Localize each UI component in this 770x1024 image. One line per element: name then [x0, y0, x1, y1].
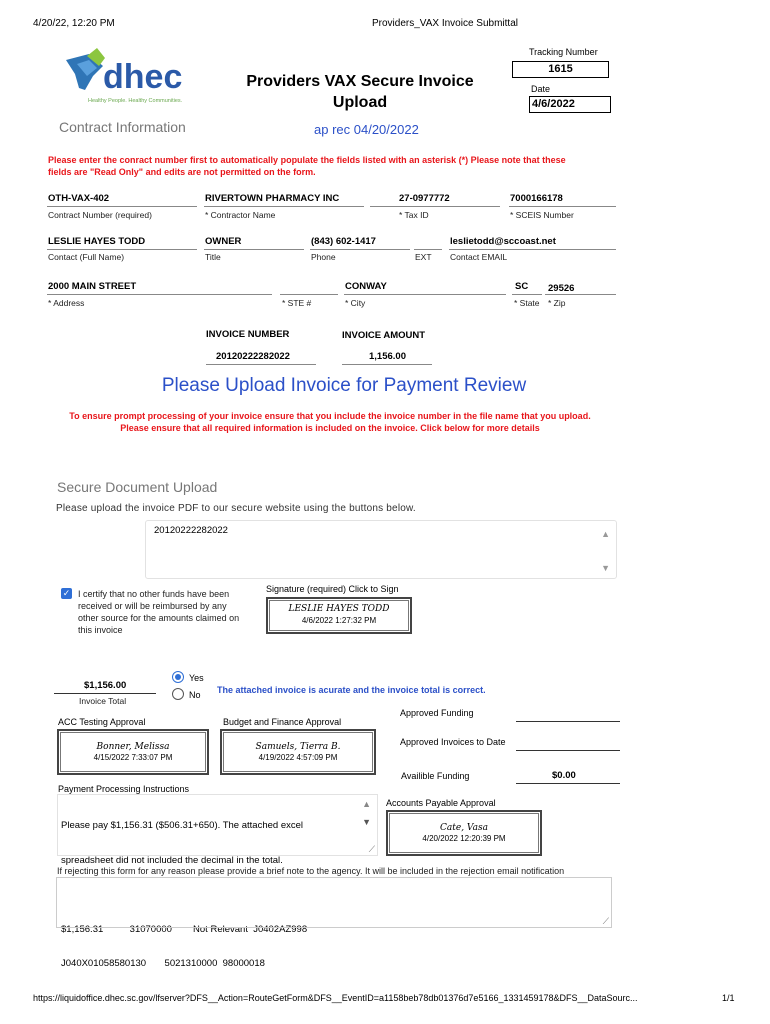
- section-contract-information: Contract Information: [59, 119, 186, 135]
- signature-date: 4/6/2022 1:27:32 PM: [301, 616, 377, 625]
- form-title: Providers VAX Secure Invoice Upload: [246, 73, 474, 111]
- city-label: * City: [345, 298, 366, 308]
- tax-id-label: * Tax ID: [399, 210, 429, 220]
- tracking-number-field[interactable]: 1615: [512, 61, 609, 78]
- ap-approver-name: Cate, Vasa: [440, 823, 488, 833]
- contractor-name-label: * Contractor Name: [205, 210, 276, 220]
- signature-name: LESLIE HAYES TODD: [288, 604, 390, 614]
- autopopulate-notice: Please enter the conract number first to automatically populate the fields listed with an asterisk (*) Please note that these fields are "Read Only" and edits are not permitted on the form.: [48, 155, 566, 177]
- state-label: * State: [514, 298, 540, 308]
- zip-label: * Zip: [548, 298, 566, 308]
- certify-checkbox[interactable]: ✓: [62, 588, 71, 598]
- sceis-number-value: 7000166178: [510, 193, 563, 204]
- acc-approval-date: 4/15/2022 7:33:07 PM: [93, 753, 173, 762]
- certify-text: I certify that no other funds have been received or will be reimbursed by any other source for the amounts claimed on this invoice: [78, 589, 240, 635]
- address-value: 2000 MAIN STREET: [48, 281, 137, 292]
- acc-approval-label: ACC Testing Approval: [58, 717, 146, 727]
- svg-text:dhec: dhec: [103, 58, 183, 96]
- logo-tagline: Healthy People. Healthy Communities.: [88, 98, 183, 104]
- address-label: * Address: [48, 298, 85, 308]
- sceis-number-label: * SCEIS Number: [510, 210, 574, 220]
- textarea-scroll-up-icon[interactable]: ▲: [362, 799, 371, 809]
- signature-label: Signature (required) Click to Sign: [266, 584, 399, 594]
- rejection-label: If rejecting this form for any reason please provide a brief note to the agency. It will be included in the rejection email notification: [57, 866, 565, 876]
- tracking-label: Tracking Number: [529, 47, 598, 57]
- available-funding-value: $0.00: [552, 770, 576, 781]
- ap-rec-note: ap rec 04/20/2022: [314, 122, 419, 137]
- budget-approval-box[interactable]: [220, 729, 376, 775]
- dhec-logo: [63, 46, 198, 106]
- phone-value[interactable]: (843) 602-1417: [311, 236, 376, 247]
- tax-id-value: 27-0977772: [399, 193, 450, 204]
- payment-instructions-label: Payment Processing Instructions: [58, 784, 190, 794]
- date-field[interactable]: 4/6/2022: [529, 96, 611, 113]
- rejection-textarea[interactable]: [56, 877, 612, 928]
- invoice-amount-value[interactable]: 1,156.00: [369, 351, 406, 362]
- approved-funding-label: Approved Funding: [400, 708, 474, 718]
- city-value: CONWAY: [345, 281, 387, 292]
- invoice-number-value[interactable]: 20120222282022: [216, 351, 290, 362]
- ap-approval-date: 4/20/2022 12:20:39 PM: [422, 834, 506, 843]
- state-value: SC: [515, 281, 529, 292]
- print-url: https://liquidoffice.dhec.sc.gov/lfserver?DFS__Action=RouteGetForm&DFS__EventID=a1158beb78db01376d7e5166_1331459178&DFS__DataSourc...: [33, 993, 638, 1003]
- resize-handle-icon[interactable]: ⟋: [368, 844, 375, 854]
- date-label: Date: [531, 84, 551, 94]
- no-radio[interactable]: [172, 688, 184, 700]
- contact-name-value[interactable]: LESLIE HAYES TODD: [48, 236, 146, 247]
- phone-label: Phone: [311, 252, 336, 262]
- yes-radio[interactable]: [172, 671, 184, 683]
- acc-approval-box[interactable]: [57, 729, 209, 775]
- accuracy-statement: The attached invoice is acurate and the invoice total is correct.: [217, 685, 486, 695]
- contract-number-value[interactable]: OTH-VAX-402: [48, 193, 110, 204]
- contractor-name-value: RIVERTOWN PHARMACY INC: [205, 193, 340, 204]
- zip-value: 29526: [548, 283, 575, 294]
- budget-approval-label: Budget and Finance Approval: [223, 717, 342, 727]
- email-value[interactable]: leslietodd@sccoast.net: [450, 236, 556, 247]
- ste-label: * STE #: [282, 298, 312, 308]
- contact-name-label: Contact (Full Name): [48, 252, 125, 262]
- provider-signature-box[interactable]: [266, 597, 412, 634]
- upload-instructions: Please upload the invoice PDF to our secure website using the buttons below.: [56, 503, 416, 514]
- budget-approval-date: 4/19/2022 4:57:09 PM: [258, 753, 338, 762]
- upload-file-name: 20120222282022: [154, 525, 228, 536]
- upload-heading: Please Upload Invoice for Payment Review: [161, 375, 527, 396]
- section-secure-upload: Secure Document Upload: [57, 479, 218, 495]
- ap-approval-box[interactable]: [386, 810, 542, 856]
- title-label: Title: [205, 252, 221, 262]
- print-timestamp: 4/20/22, 12:20 PM: [33, 18, 115, 29]
- no-label: No: [189, 690, 201, 700]
- invoice-number-label: INVOICE NUMBER: [206, 329, 290, 340]
- rejection-resize-handle-icon[interactable]: ⟋: [602, 916, 609, 926]
- invoice-total-value[interactable]: $1,156.00: [84, 680, 127, 691]
- invoice-amount-label: INVOICE AMOUNT: [342, 330, 426, 341]
- ext-label: EXT: [415, 252, 432, 262]
- upload-notice: To ensure prompt processing of your invoice ensure that you include the invoice number in the file name that you upload. Please ensure that all required information is included on the invoice. Click below for more details: [69, 411, 591, 433]
- print-title: Providers_VAX Invoice Submittal: [372, 18, 518, 29]
- acc-approver-name: Bonner, Melissa: [96, 742, 170, 752]
- scroll-up-icon[interactable]: ▲: [601, 529, 610, 539]
- ap-approval-label: Accounts Payable Approval: [386, 798, 496, 808]
- available-funding-label: Availible Funding: [401, 771, 470, 781]
- title-value[interactable]: OWNER: [205, 236, 242, 247]
- yes-label: Yes: [189, 673, 204, 683]
- payment-instructions-text: Please pay $1,156.31 ($506.31+650). The attached excel spreadsheet did not included the decimal in the total. $1,156.31 31070000 Not Relevant J0402AZ998 J040X01058580130 5021310000 98000018: [61, 820, 308, 969]
- print-page-number: 1/1: [722, 993, 735, 1003]
- email-label: Contact EMAIL: [450, 252, 508, 262]
- textarea-scroll-down-icon[interactable]: ▼: [362, 817, 371, 827]
- approved-invoices-label: Approved Invoices to Date: [400, 737, 506, 747]
- invoice-total-label: Invoice Total: [79, 696, 127, 706]
- budget-approver-name: Samuels, Tierra B.: [255, 742, 341, 752]
- scroll-down-icon[interactable]: ▼: [601, 563, 610, 573]
- contract-number-label: Contract Number (required): [48, 210, 152, 220]
- upload-file-box[interactable]: [145, 520, 617, 579]
